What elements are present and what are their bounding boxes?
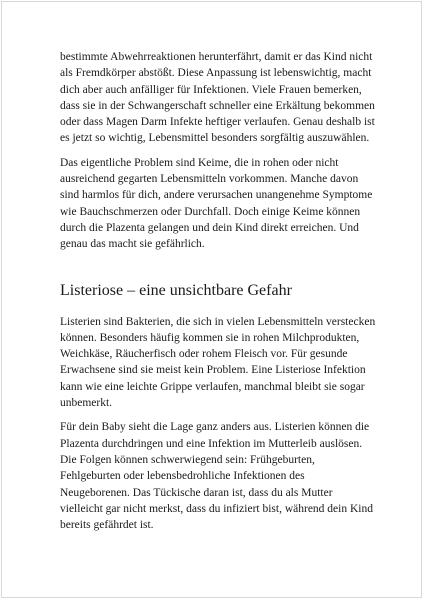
body-paragraph-4: Für dein Baby sieht die Lage ganz anders aus. Listerien können die Plazenta durchdringen und eine Infektion im Mutterleib auslösen. Die Folgen können schwerwiegend sein: Frühgeburten, Fehlgeburten oder lebensbedrohliche Infektionen des Neugeborenen. Das Tückische daran ist, dass du als Mutter vielleicht gar nicht merkst, dass du infiziert bist, während dein Kind bereits gefährdet ist. — [60, 421, 373, 532]
body-paragraph-2: Das eigentliche Problem sind Keime, die in rohen oder nicht ausreichend gegarten Lebensmitteln vorkommen. Manche davon sind harmlos für dich, andere verursachen unangenehme Symptome wie Bauchschmerzen oder Durchfall. Doch einige Keime können durch die Plazenta gelangen und dein Kind direkt erreichen. Und genau das macht sie gefährlich. — [60, 156, 373, 251]
body-paragraph-1: bestimmte Abwehrreaktionen herunterfährt, damit er das Kind nicht als Fremdkörper abstößt. Diese Anpassung ist lebenswichtig, macht dich aber auch anfälliger für Infektionen. Viele Frauen bemerken, dass sie in der Schwangerschaft schneller eine Erkältung bekommen oder dass Magen Darm Infekte heftiger verlaufen. Genau deshalb ist es jetzt so wichtig, Lebensmittel besonders sorgfältig auszuwählen. — [60, 51, 375, 145]
section-heading: Listeriose – eine unsichtbare Gefahr — [60, 281, 292, 299]
page-content — [60, 49, 376, 533]
body-paragraph-3: Listerien sind Bakterien, die sich in vielen Lebensmitteln verstecken können. Besonders häufig kommen sie in rohen Milchprodukten, Weichkäse, Räucherfisch oder rohem Fleisch vor. Für gesunde Erwachsene sind sie meist kein Problem. Eine Listeriose Infektion kann wie eine leichte Grippe verlaufen, manchmal bleibt sie sogar unbemerkt. — [60, 315, 376, 410]
